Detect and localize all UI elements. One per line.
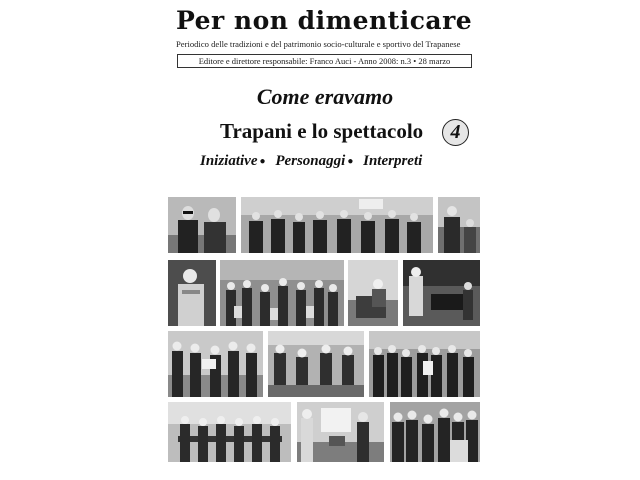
- photo-band-on-stage: [241, 197, 433, 253]
- photo-crowd-gathering: [390, 402, 480, 462]
- photo-seated-table: [168, 402, 291, 462]
- photo-formal-group: [369, 331, 480, 397]
- photo-stage-scene: [348, 260, 398, 326]
- photo-ensemble-cast: [168, 331, 263, 397]
- photo-pianist: [403, 260, 480, 326]
- section-title: Come eravamo: [256, 84, 394, 109]
- tag-item: Iniziative: [200, 153, 258, 169]
- magazine-subtitle: Periodico delle tradizioni e del patrimonio socio-culturale e sportivo del Trapanese: [176, 39, 461, 49]
- tag-item: Interpreti: [363, 153, 423, 169]
- photo-performer-right: [438, 197, 480, 253]
- photo-comedy-scene: [268, 331, 364, 397]
- bullet-icon: ●: [259, 156, 266, 167]
- cover-headline: Trapani e lo spettacolo: [220, 119, 424, 143]
- photo-actor-portrait: [168, 260, 216, 326]
- photo-play-set: [297, 402, 384, 462]
- photo-two-performers: [168, 197, 236, 253]
- photo-costumed-group: [220, 260, 344, 326]
- issue-number-badge: 4: [442, 119, 469, 146]
- bullet-icon: ●: [347, 156, 354, 167]
- cover-tags: [200, 153, 422, 170]
- magazine-title: Per non dimenticare: [176, 6, 473, 35]
- editor-info-box: Editore e direttore responsabile: Franco Auci - Anno 2008: n.3 • 28 marzo: [177, 54, 472, 68]
- tag-item: Personaggi: [275, 153, 346, 169]
